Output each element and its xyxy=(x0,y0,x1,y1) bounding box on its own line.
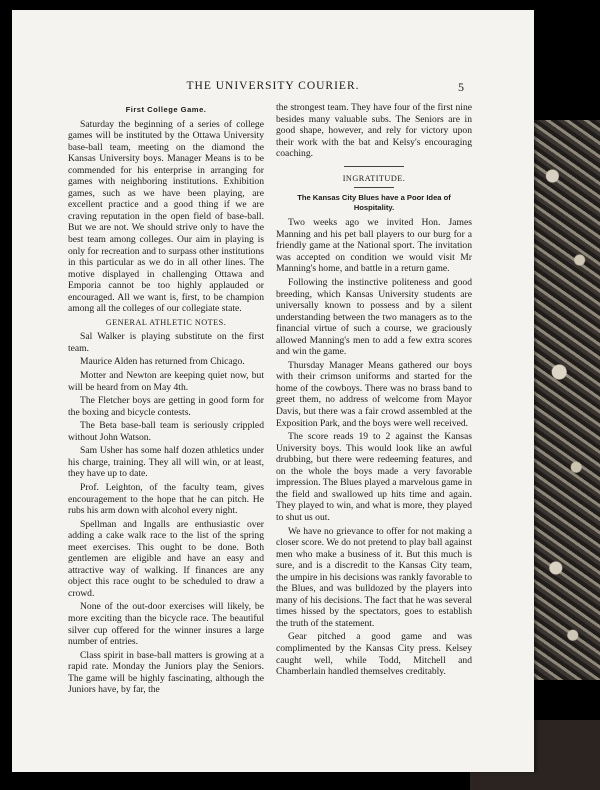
continuation-prefix: the xyxy=(276,102,288,113)
paragraph: Saturday the beginning of a series of college games will be instituted by the Ottawa University base-ball team, meeting on the diamond the Kansas University boys. Manager Means is to be commended for his enterprise in arranging for games with neighboring institutions. Exhibition games, such as we have been playing, are excellent practice and a good thing if we are craving reputation in the open field of base-ball. But we are not. We should strive only to have the best team among colleges. Our aim in playing is only for recreation and to surpass other institutions in this particular as we do in all other lines. The motive displayed in challenging Ottawa and Emporia cannot be too highly applauded or encouraged. All we want is, first, to be champion among all the colleges of our collegiate state. xyxy=(68,118,264,315)
continued-paragraph xyxy=(276,102,472,160)
note-item: Sal Walker is playing substitute on the first team. xyxy=(68,331,264,354)
section-heading-athletic-notes: GENERAL ATHLETIC NOTES. xyxy=(105,317,227,327)
paragraph: Two weeks ago we invited Hon. James Manning and his pet ball players to our burg for a friendly game at the National sport. The invitation was accepted on condition we would visit Mr Manning's home, and battle in a return game. xyxy=(276,217,472,275)
subheading: The Kansas City Blues have a Poor Idea of Hospitality. xyxy=(297,193,451,213)
note-item: Class spirit in base-ball matters is growing at a rapid rate. Monday the Juniors play the Seniors. The game will be highly fascinating, although the Juniors have, by far, the xyxy=(68,649,264,696)
note-item: The Beta base-ball team is seriously crippled without John Watson. xyxy=(68,420,264,443)
note-item: Motter and Newton are keeping quiet now, but will be heard from on May 4th. xyxy=(68,370,264,393)
note-item: Prof. Leighton, of the faculty team, gives encouragement to the hope that he can pitch. He rubs his arm down with alcohol every night. xyxy=(68,481,264,517)
note-item: The Fletcher boys are getting in good form for the boxing and bicycle contests. xyxy=(68,395,264,418)
page-number: 5 xyxy=(458,80,464,94)
paragraph: Thursday Manager Means gathered our boys with their crimson uniforms and started for the home of the cowboys. There was no brass band to greet them, no address of welcome from Mayor Davis, but there was a fair crowd assembled at the Exposition Park, and the boys were well received. xyxy=(276,359,472,429)
continuation-text: strongest team. They have four of the first nine besides many valuable subs. The Seniors are in good shape, however, and rely for victory upon their work with the bat and Kelsy's encouraging coaching. xyxy=(276,102,473,160)
paragraph: We have no grievance to offer for not making a closer score. We do not pretend to play ball against men who make a business of it. But this much is sure, and is a discredit to the Kansas City team, the umpire in his decisions was rankly favorable to the Blues, and was bulldozed by the players into many of his decisions. The fact that he was several times hissed by the spectators, goes to establish the truth of the statement. xyxy=(276,525,472,629)
right-column xyxy=(276,102,472,678)
section-heading-ingratitude: INGRATITUDE. xyxy=(342,173,406,183)
left-column xyxy=(68,102,264,696)
paragraph: Following the instinctive politeness and good breeding, which Kansas University students are universally known to possess and by a silent understanding between the two managers as to the financial virtue of such a course, we graciously allowed Manning's men to add a few extra scores and win the game. xyxy=(276,277,472,358)
note-item: None of the out-door exercises will likely, be more exciting than the bicycle race. The beautiful silver cup offered for the winner insures a large number of entries. xyxy=(68,601,264,648)
paragraph: The score reads 19 to 2 against the Kansas University boys. This would look like an awful drubbing, but there were redeeming features, and on the whole the boys made a very favorable impression. The Blues played a marvelous game in the field and swallowed up hits time and again. They played to win, and what is more, they played to shut us out. xyxy=(276,431,472,523)
divider xyxy=(354,187,394,188)
paragraph: Gear pitched a good game and was complimented by the Kansas City press. Kelsey caught well, while Todd, Mitchell and Chamberlain handled themselves creditably. xyxy=(276,631,472,678)
note-item: Spellman and Ingalls are enthusiastic over adding a cake walk race to the list of the spring meet exercises. This ought to be done. Both gentlemen are eligible and have an easy and attractive way of walking. If finances are any object this race ought to be scheduled to draw a crowd. xyxy=(68,518,264,599)
marbled-book-edge xyxy=(532,120,600,680)
note-item: Sam Usher has some half dozen athletics under his charge, training. They all will win, or at least, they have up to date. xyxy=(68,445,264,480)
note-item: Maurice Alden has returned from Chicago. xyxy=(80,356,245,368)
divider xyxy=(344,166,404,167)
running-header: THE UNIVERSITY COURIER. xyxy=(186,80,360,92)
section-heading-first-college-game: First College Game. xyxy=(125,105,207,114)
document-page xyxy=(12,10,534,772)
